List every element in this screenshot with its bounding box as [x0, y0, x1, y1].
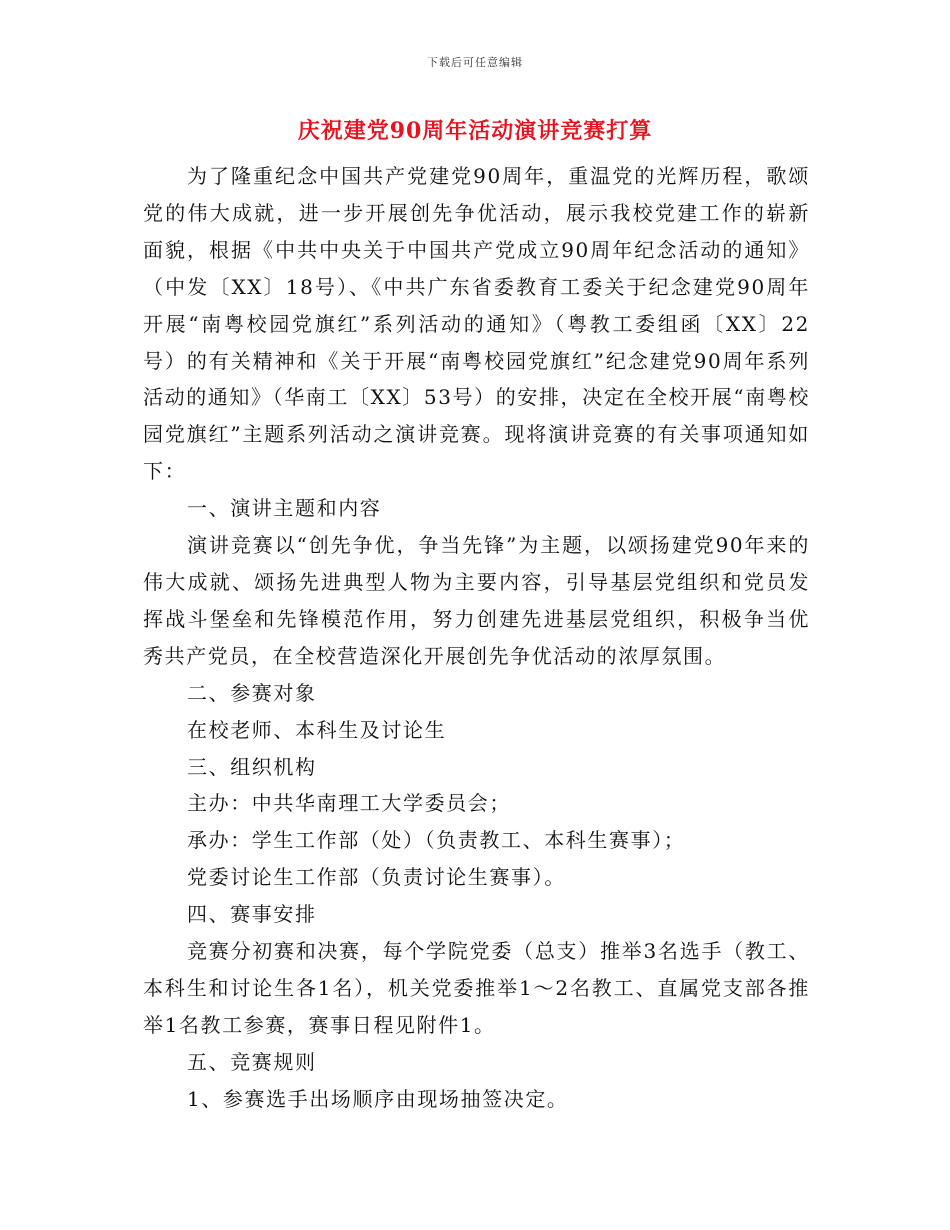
document-body	[143, 158, 810, 1118]
organizer-line: 主办：中共华南理工大学委员会；	[187, 791, 511, 816]
schedule-paragraph: 竞赛分初赛和决赛，每个学院党委（总支）推举3名选手（教工、本科生和讨论生各1名），机关党委推举1～2名教工、直属党支部各推举1名教工参赛，赛事日程见附件1。	[143, 939, 810, 1037]
header-note: 下载后可任意编辑	[427, 56, 523, 69]
co-organizer-line: 承办：学生工作部（处）（负责教工、本科生赛事）；	[187, 828, 686, 853]
section-heading-theme: 一、演讲主题和内容	[187, 496, 382, 521]
section-heading-organization: 三、组织机构	[187, 754, 317, 779]
section-heading-rules: 五、竞赛规则	[187, 1049, 317, 1074]
rule-item-1: 1、参赛选手出场顺序由现场抽签决定。	[187, 1086, 569, 1111]
participants-paragraph: 在校老师、本科生及讨论生	[187, 717, 447, 742]
section-heading-participants: 二、参赛对象	[187, 680, 317, 705]
section-heading-schedule: 四、赛事安排	[187, 902, 317, 927]
intro-paragraph: 为了隆重纪念中国共产党建党90周年，重温党的光辉历程，歌颂党的伟大成就，进一步开展创先争优活动，展示我校党建工作的崭新面貌，根据《中共中央关于中国共产党成立90周年纪念活动的通知》（中发〔XX〕18号）、《中共广东省委教育工委关于纪念建党90周年开展“南粤校园党旗红”系列活动的通知》（粤教工委组函〔XX〕22号）的有关精神和《关于开展“南粤校园党旗红”纪念建党90周年系列活动的通知》（华南工〔XX〕53号）的安排，决定在全校开展“南粤校园党旗红”主题系列活动之演讲竞赛。现将演讲竞赛的有关事项通知如下：	[143, 164, 810, 484]
theme-paragraph: 演讲竞赛以“创先争优，争当先锋”为主题，以颂扬建党90年来的伟大成就、颂扬先进典型人物为主要内容，引导基层党组织和党员发挥战斗堡垒和先锋模范作用，努力创建先进基层党组织，积极争当优秀共产党员，在全校营造深化开展创先争优活动的浓厚氛围。	[143, 533, 810, 668]
document-title: 庆祝建党90周年活动演讲竞赛打算	[297, 118, 653, 144]
graduate-dept-line: 党委讨论生工作部（负责讨论生赛事）。	[187, 865, 566, 890]
